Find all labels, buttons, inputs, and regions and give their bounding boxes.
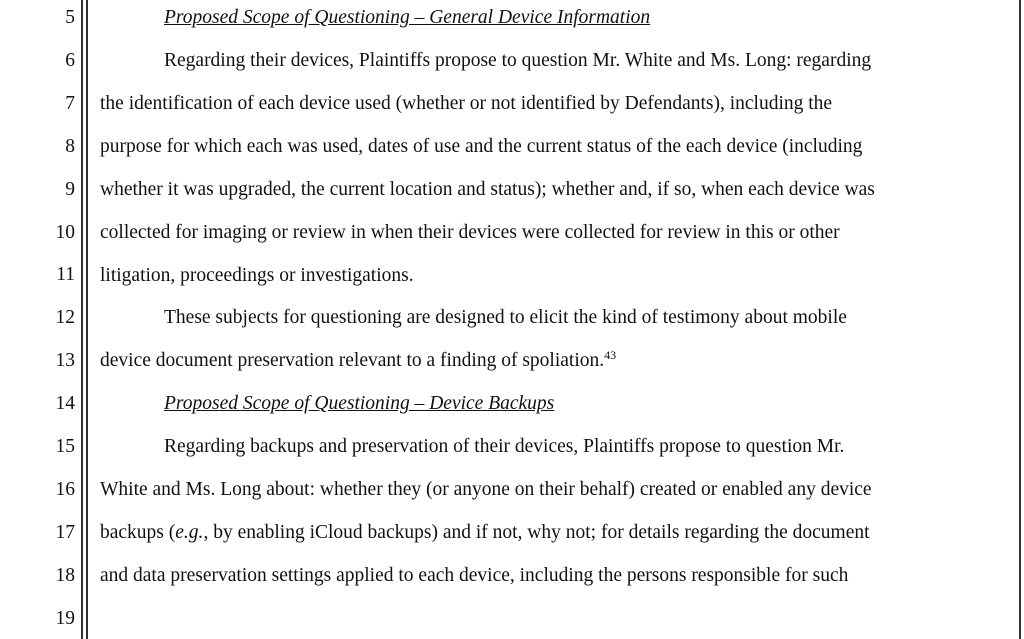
line-number: 18 xyxy=(55,564,75,586)
body-line: and data preservation settings applied to each device, including the persons responsible for such xyxy=(100,565,849,586)
footnote-reference[interactable]: 43 xyxy=(604,348,617,362)
body-line: purpose for which each was used, dates of use and the current status of the each device (including xyxy=(100,136,863,157)
margin-rule-left-outer xyxy=(81,0,83,639)
body-line: Regarding backups and preservation of their devices, Plaintiffs propose to question Mr. xyxy=(164,436,845,457)
line-number: 15 xyxy=(55,436,75,457)
margin-rule-right xyxy=(1019,0,1021,639)
line-number: 17 xyxy=(55,521,75,543)
line-number: 12 xyxy=(55,307,75,329)
body-line: litigation, proceedings or investigations. xyxy=(100,265,414,286)
body-line xyxy=(100,350,616,372)
body-text: , by enabling iCloud backups) and if not, why not; for details regarding the document xyxy=(203,522,870,543)
italic-text: e.g. xyxy=(175,522,204,543)
heading-general-device-info: Proposed Scope of Questioning – General Device Information xyxy=(164,7,651,28)
line-number: 8 xyxy=(65,135,75,157)
line-number: 5 xyxy=(65,7,75,28)
line-number: 9 xyxy=(65,178,75,200)
line-number: 16 xyxy=(55,478,75,500)
line-number: 14 xyxy=(55,393,75,415)
body-line: White and Ms. Long about: whether they (or anyone on their behalf) created or enabled any device xyxy=(100,479,872,500)
body-text: backups ( xyxy=(100,522,176,543)
line-number: 11 xyxy=(56,264,75,286)
heading-device-backups: Proposed Scope of Questioning – Device Backups xyxy=(164,393,555,414)
line-number: 6 xyxy=(65,49,75,71)
body-line: Regarding their devices, Plaintiffs propose to question Mr. White and Ms. Long: regarding xyxy=(164,50,872,71)
line-number: 7 xyxy=(65,92,75,114)
body-text: device document preservation relevant to a finding of spoliation. xyxy=(100,350,605,371)
body-line xyxy=(100,522,870,544)
body-line: the identification of each device used (whether or not identified by Defendants), including the xyxy=(100,93,833,114)
body-line: collected for imaging or review in when their devices were collected for review in this or other xyxy=(100,222,840,243)
body-line: whether it was upgraded, the current location and status); whether and, if so, when each device was xyxy=(100,179,875,200)
line-number: 13 xyxy=(55,350,75,372)
line-number: 10 xyxy=(55,221,75,243)
margin-rule-left-inner xyxy=(86,0,88,639)
line-number: 19 xyxy=(55,607,75,629)
body-line: These subjects for questioning are designed to elicit the kind of testimony about mobile xyxy=(164,307,847,328)
